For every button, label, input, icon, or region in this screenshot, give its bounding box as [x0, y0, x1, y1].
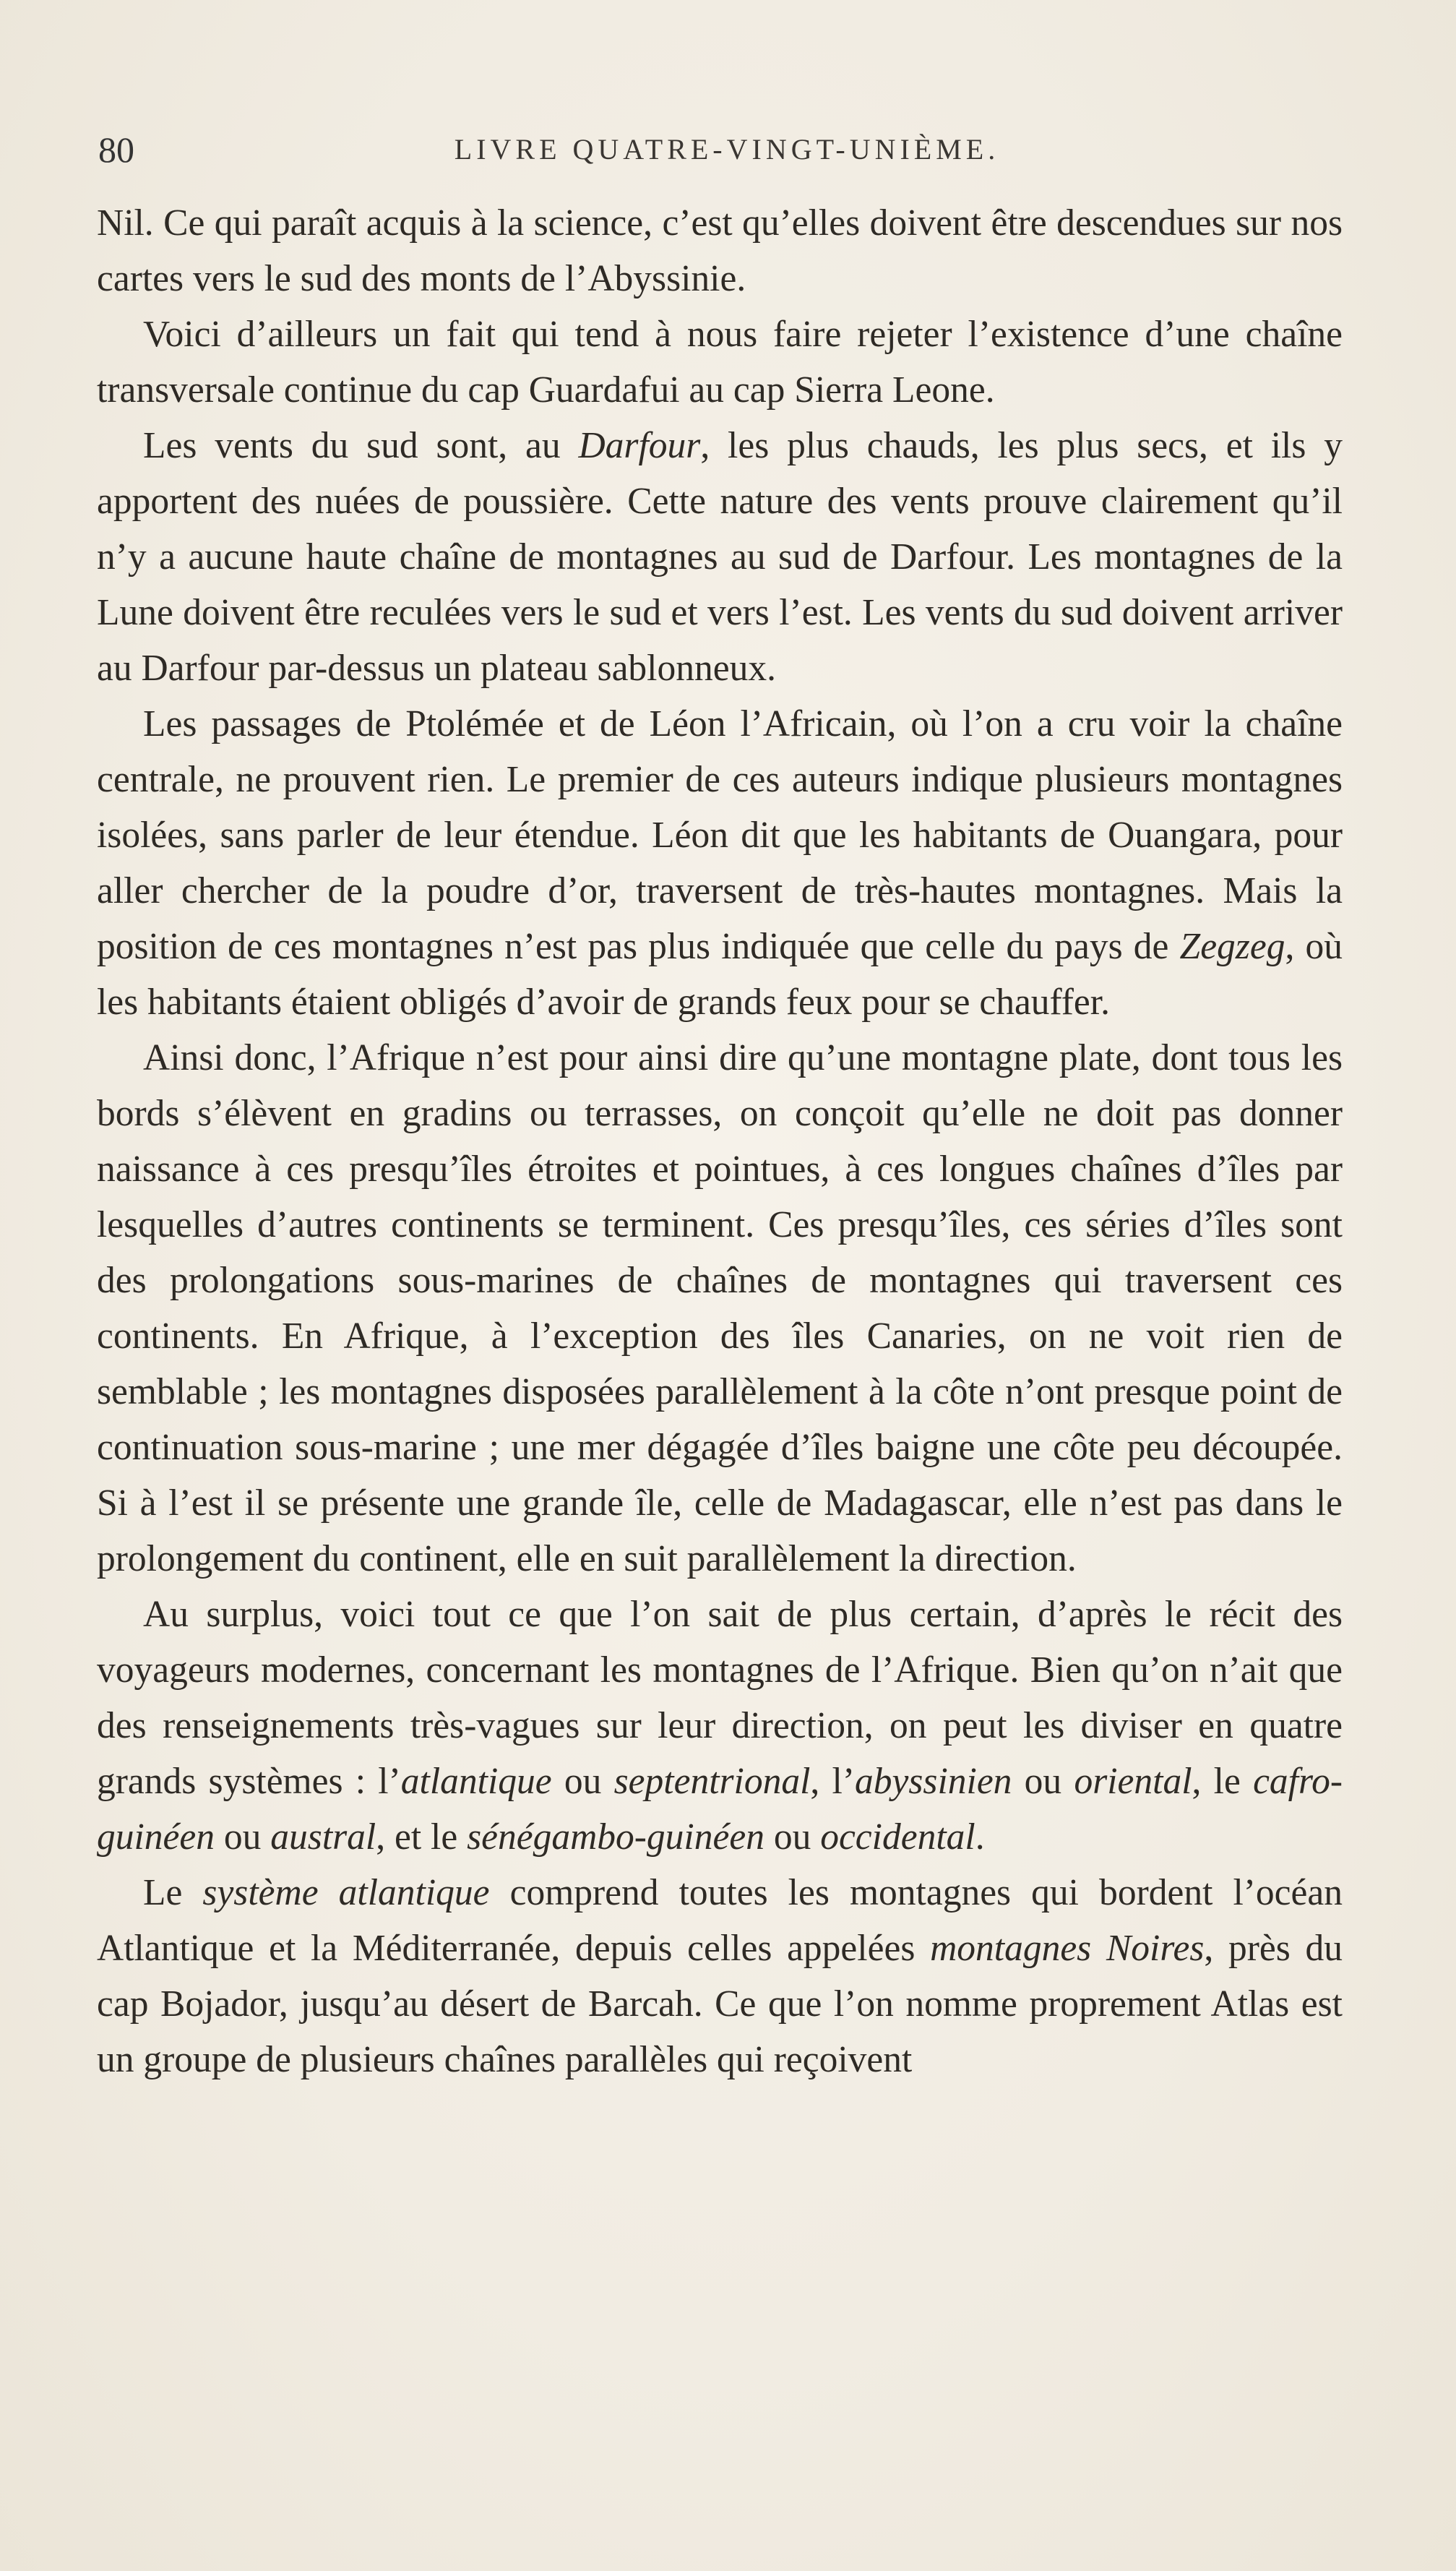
paragraph — [97, 1030, 1343, 1587]
text-run: comprend toutes les montagnes qui bordent l’océan Atlantique et la Méditerranée, depuis celles appelées — [97, 1872, 1343, 1969]
paragraph — [97, 418, 1343, 696]
italic-run: système atlantique — [202, 1872, 490, 1913]
text-run: Voici d’ailleurs un fait qui tend à nous faire rejeter l’existence d’une chaîne transversale continue du cap Guardafui au cap Sierra Leone. — [97, 314, 1343, 411]
text-run: , le — [1192, 1761, 1254, 1802]
italic-run: Zegzeg — [1179, 926, 1285, 967]
text-run: , et le — [376, 1816, 468, 1858]
italic-run: sénégambo-guinéen — [467, 1816, 764, 1858]
text-run: , près du cap Bojador, jusqu’au désert de Barcah. Ce que l’on nomme proprement Atlas est un groupe de plusieurs chaînes parallèles qui reçoivent — [97, 1928, 1343, 2080]
text-run: Au surplus, voici tout ce que l’on sait de plus certain, d’après le récit des voyageurs modernes, concernant les montagnes de l’Afrique. Bien qu’on n’ait que des renseignements très-vagues sur leur direction, on peut les diviser en quatre grands systèmes : l’ — [97, 1594, 1343, 1802]
text-run: , où les habitants étaient obligés d’avoir de grands feux pour se chauffer. — [97, 926, 1343, 1023]
running-head: LIVRE QUATRE-VINGT-UNIÈME. — [454, 133, 1000, 166]
text-run: , les plus chauds, les plus secs, et ils y apportent des nuées de poussière. Cette nature des vents prouve clairement qu’il n’y a aucune haute chaîne de montagnes au sud de Darfour. Les montagnes de la Lune doivent être reculées vers le sud et vers l’est. Les vents du sud doivent arriver au Darfour par-dessus un plateau sablonneux. — [97, 425, 1343, 689]
paragraph — [97, 1587, 1343, 1865]
text-run: , l’ — [810, 1761, 856, 1802]
italic-run: Darfour — [578, 425, 701, 466]
paragraph — [97, 696, 1343, 1030]
paragraph — [97, 1865, 1343, 2087]
paragraph — [97, 306, 1343, 418]
italic-run: occidental — [820, 1816, 975, 1858]
text-run: ou — [551, 1761, 614, 1802]
text-run: Nil. Ce qui paraît acquis à la science, c’est qu’elles doivent être descendues sur nos cartes vers le sud des monts de l’Abyssinie. — [97, 202, 1343, 299]
text-run: ou — [215, 1816, 271, 1858]
page-number: 80 — [98, 129, 134, 170]
italic-run: septentrional — [613, 1761, 811, 1802]
text-run: Le — [143, 1872, 203, 1913]
text-run: Ainsi donc, l’Afrique n’est pour ainsi dire qu’une montagne plate, dont tous les bords s’élèvent en gradins ou terrasses, on conçoit qu’elle ne doit pas donner naissance à ces presqu’îles étroites et pointues, à ces longues chaînes d’îles par lesquelles d’autres continents se terminent. Ces presqu’îles, ces séries d’îles sont des prolongations sous-marines de chaînes de montagnes qui traversent ces continents. En Afrique, à l’exception des îles Canaries, on ne voit rien de semblable ; les montagnes disposées parallèlement à la côte n’ont presque point de continuation sous-marine ; une mer dégagée d’îles baigne une côte peu découpée. Si à l’est il se présente une grande île, celle de Madagascar, elle n’est pas dans le prolongement du continent, elle en suit parallèlement la direction. — [97, 1037, 1343, 1579]
text-run: ou — [1012, 1761, 1074, 1802]
paragraph — [97, 195, 1343, 306]
text-run: ou — [764, 1816, 821, 1858]
text-run: . — [975, 1816, 985, 1858]
italic-run: oriental — [1074, 1761, 1192, 1802]
text-run: Les passages de Ptolémée et de Léon l’Africain, où l’on a cru voir la chaîne centrale, ne prouvent rien. Le premier de ces auteurs indique plusieurs montagnes isolées, sans parler de leur étendue. Léon dit que les habitants de Ouangara, pour aller chercher de la poudre d’or, traversent de très-hautes montagnes. Mais la position de ces montagnes n’est pas plus indiquée que celle du pays de — [97, 703, 1343, 967]
italic-run: austral — [270, 1816, 376, 1858]
page-header — [98, 124, 1356, 175]
italic-run: montagnes Noires — [930, 1928, 1205, 1969]
text-run: Les vents du sud sont, au — [143, 425, 579, 466]
italic-run: abyssinien — [855, 1761, 1012, 1802]
body-text — [97, 195, 1343, 2087]
italic-run: atlantique — [400, 1761, 552, 1802]
italic-run: cafro-guinéen — [97, 1761, 1343, 1858]
